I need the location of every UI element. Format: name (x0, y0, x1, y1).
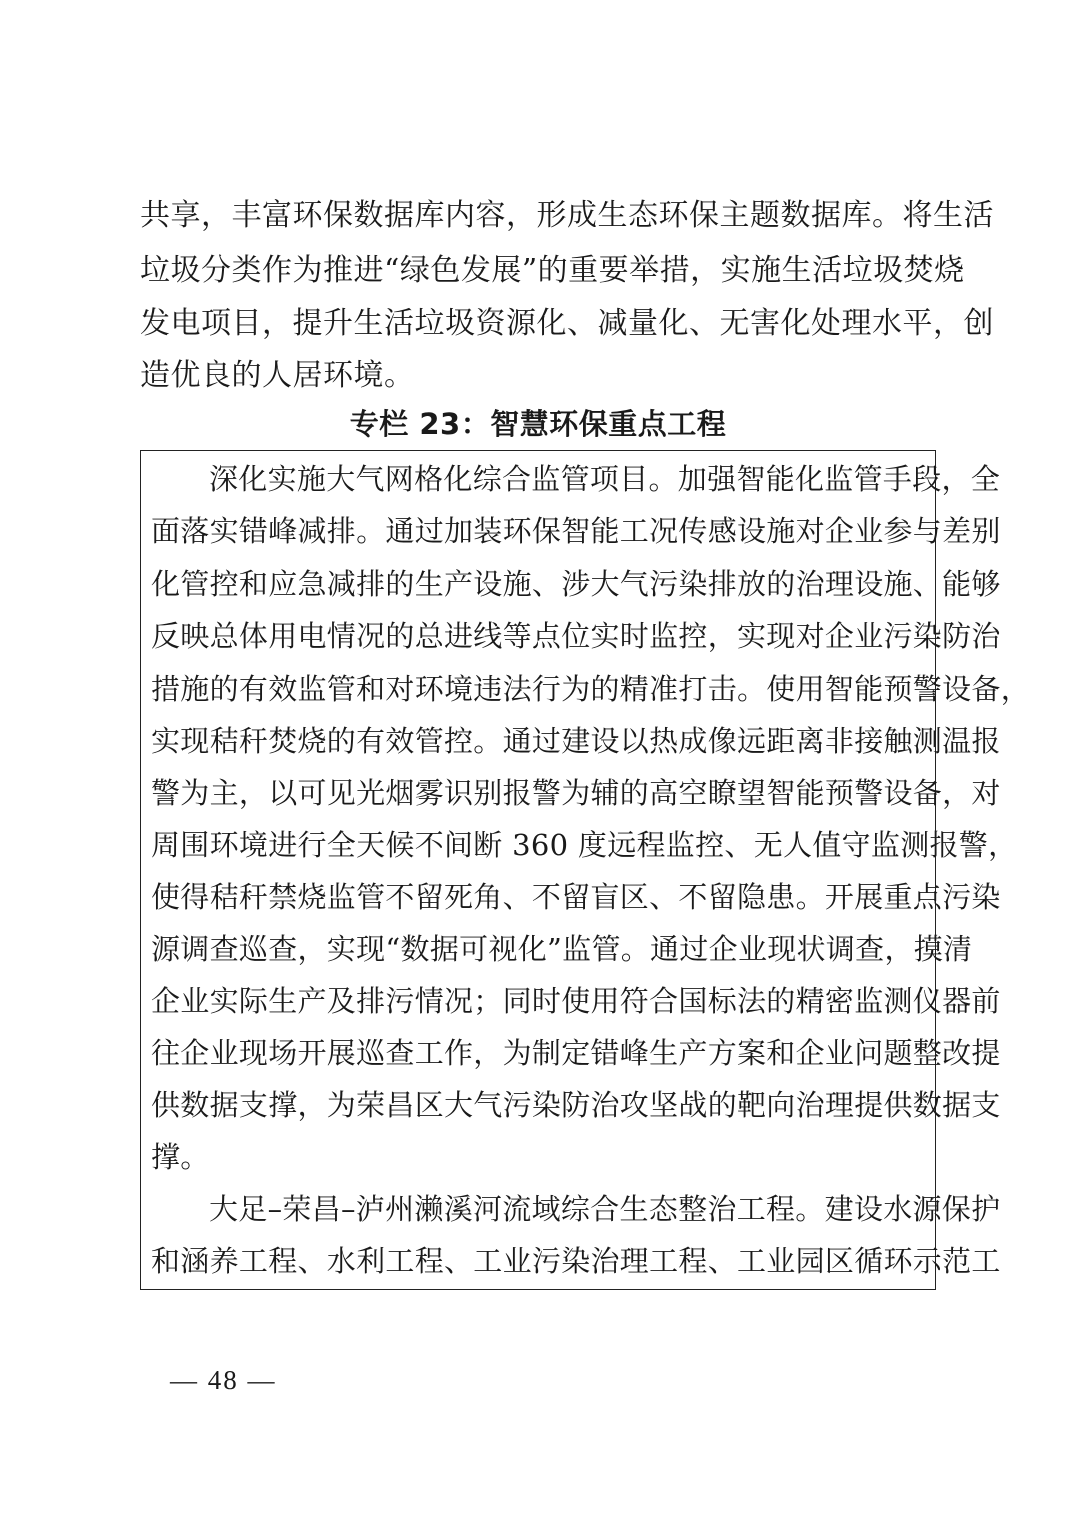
column-line: 深化实施大气网格化综合监管项目。加强智能化监管手段，全 (209, 462, 1001, 496)
column-line: 往企业现场开展巡查工作，为制定错峰生产方案和企业问题整改提 (151, 1036, 1001, 1070)
column-line: 使得秸秆禁烧监管不留死角、不留盲区、不留隐患。开展重点污染 (151, 880, 1001, 914)
column-line: 企业实际生产及排污情况；同时使用符合国标法的精密监测仪器前 (151, 984, 1001, 1018)
intro-line: 发电项目，提升生活垃圾资源化、减量化、无害化处理水平，创 (140, 306, 994, 341)
intro-line: 共享，丰富环保数据库内容，形成生态环保主题数据库。将生活 (140, 198, 994, 233)
page-number: — 48 — (170, 1365, 277, 1395)
column-line: 化管控和应急减排的生产设施、涉大气污染排放的治理设施、能够 (151, 567, 1001, 601)
column-line: 周围环境进行全天候不间断 360 度远程监控、无人值守监测报警， (151, 828, 1018, 862)
column-box (140, 450, 1031, 1290)
column-line: 实现秸秆焚烧的有效管控。通过建设以热成像远距离非接触测温报 (151, 724, 1001, 758)
column-line: 措施的有效监管和对环境违法行为的精准打击。使用智能预警设备， (151, 672, 1031, 706)
column-line: 供数据支撑，为荣昌区大气污染防治攻坚战的靶向治理提供数据支 (151, 1088, 1001, 1122)
column-title: 专栏 23：智慧环保重点工程 (349, 407, 727, 441)
column-line: 面落实错峰减排。通过加装环保智能工况传感设施对企业参与差别 (151, 514, 1001, 548)
intro-line: 造优良的人居环境。 (140, 358, 415, 393)
column-line: 撑。 (151, 1140, 210, 1174)
column-line: 警为主，以可见光烟雾识别报警为辅的高空瞭望智能预警设备，对 (151, 776, 1001, 810)
column-line: 大足–荣昌–泸州濑溪河流域综合生态整治工程。建设水源保护 (209, 1192, 1001, 1226)
column-line: 和涵养工程、水利工程、工业污染治理工程、工业园区循环示范工 (151, 1244, 1001, 1278)
column-line: 源调查巡查，实现“数据可视化”监管。通过企业现状调查，摸清 (151, 932, 973, 966)
column-line: 反映总体用电情况的总进线等点位实时监控，实现对企业污染防治 (151, 619, 1001, 653)
intro-line: 垃圾分类作为推进“绿色发展”的重要举措，实施生活垃圾焚烧 (140, 253, 965, 288)
